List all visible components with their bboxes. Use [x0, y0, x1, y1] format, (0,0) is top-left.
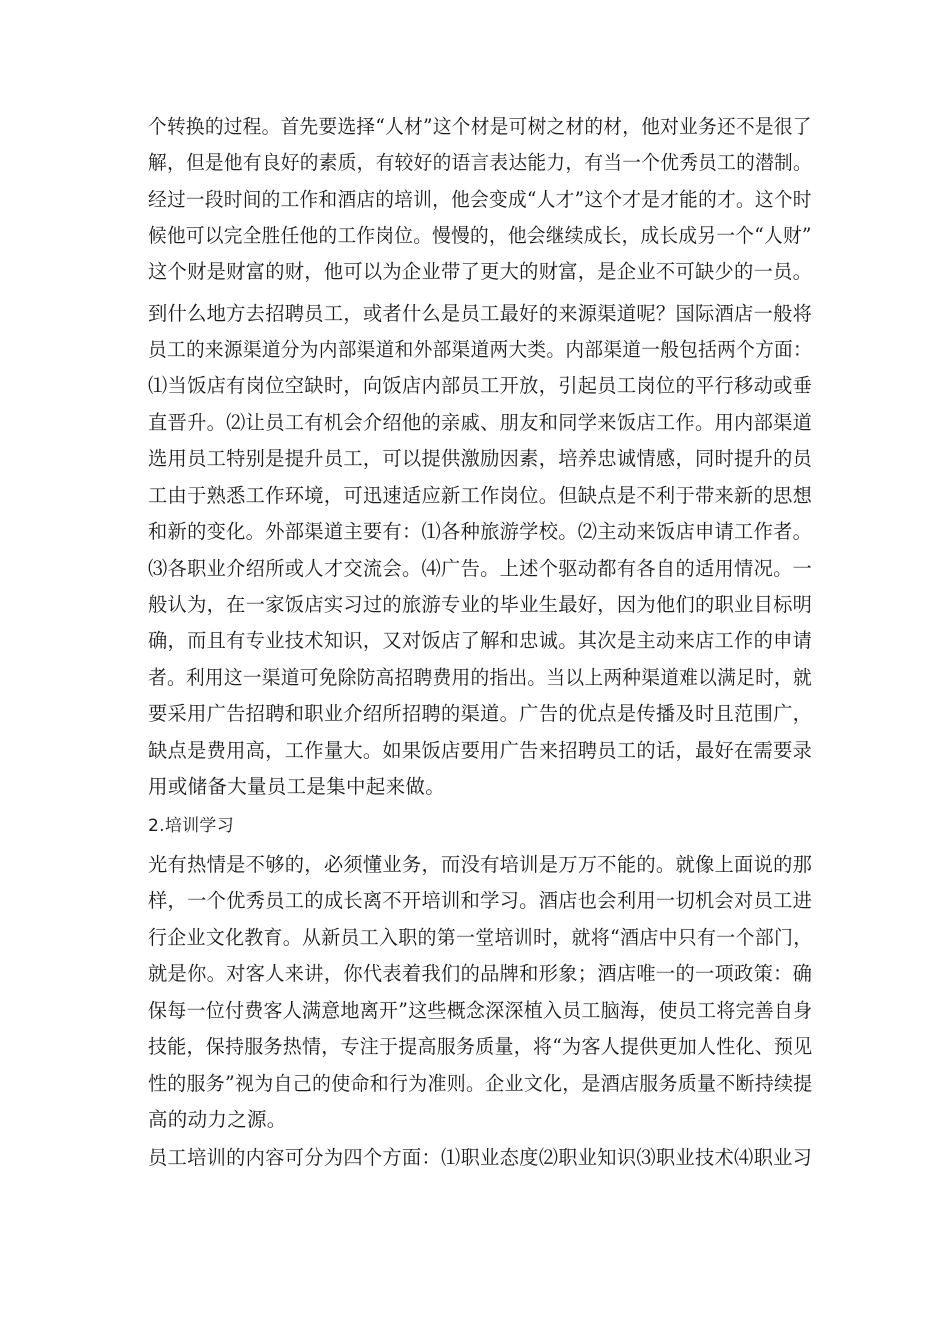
- text-line: 要采用广告招聘和职业介绍所招聘的渠道。广告的优点是传播及时且范围广，: [148, 702, 813, 725]
- text-line: 经过一段时间的工作和酒店的培训，他会变成“人才”这个才是才能的才。这个时: [148, 188, 812, 211]
- text-line: 般认为，在一家饭店实习过的旅游专业的毕业生最好，因为他们的职业目标明: [148, 593, 813, 616]
- text-line: 到什么地方去招聘员工，或者什么是员工最好的来源渠道呢？国际酒店一般将: [148, 302, 813, 325]
- text-line: 性的服务”视为自己的使命和行为准则。企业文化，是酒店服务质量不断持续提: [148, 1072, 813, 1095]
- section-heading: 2.培训学习: [148, 816, 235, 836]
- text-line: 候他可以完全胜任他的工作岗位。慢慢的，他会继续成长，成长成另一个“人财”: [148, 224, 812, 247]
- text-line: 高的动力之源。: [148, 1108, 287, 1131]
- text-line: 工由于熟悉工作环境，可迅速适应新工作岗位。但缺点是不利于带来新的思想: [148, 484, 813, 507]
- text-line: ⑶各职业介绍所或人才交流会。⑷广告。上述个驱动都有各自的适用情况。一: [148, 557, 813, 580]
- text-line: 和新的变化。外部渠道主要有：⑴各种旅游学校。⑵主动来饭店申请工作者。: [148, 520, 813, 543]
- text-line: 光有热情是不够的，必须懂业务，而没有培训是万万不能的。就像上面说的那: [148, 853, 813, 876]
- text-line: 直晋升。⑵让员工有机会介绍他的亲戚、朋友和同学来饭店工作。用内部渠道: [148, 411, 813, 434]
- text-line: 行企业文化教育。从新员工入职的第一堂培训时，就将“酒店中只有一个部门，: [148, 926, 813, 949]
- text-line: 缺点是费用高，工作量大。如果饭店要用广告来招聘员工的话，最好在需要录: [148, 739, 813, 762]
- text-line: 这个财是财富的财，他可以为企业带了更大的财富，是企业不可缺少的一员。: [148, 260, 813, 283]
- text-line: ⑴当饭店有岗位空缺时，向饭店内部员工开放，引起员工岗位的平行移动或垂: [148, 374, 813, 397]
- text-line: 选用员工特别是提升员工，可以提供激励因素，培养忠诚情感，同时提升的员: [148, 447, 813, 470]
- text-line: 就是你。对客人来讲，你代表着我们的品牌和形象；酒店唯一的一项政策：确: [148, 962, 813, 985]
- text-line: 用或储备大量员工是集中起来做。: [148, 775, 446, 798]
- text-line: 解，但是他有良好的素质，有较好的语言表达能力，有当一个优秀员工的潜制。: [148, 151, 813, 174]
- text-line: 保每一位付费客人满意地离开”这些概念深深植入员工脑海，使员工将完善自身: [148, 999, 813, 1022]
- text-line: 员工培训的内容可分为四个方面：⑴职业态度⑵职业知识⑶职业技术⑷职业习: [148, 1146, 813, 1169]
- text-line: 员工的来源渠道分为内部渠道和外部渠道两大类。内部渠道一般包括两个方面：: [148, 338, 813, 361]
- text-line: 样，一个优秀员工的成长离不开培训和学习。酒店也会利用一切机会对员工进: [148, 889, 813, 912]
- text-line: 个转换的过程。首先要选择“人材”这个材是可树之材的材，他对业务还不是很了: [148, 115, 812, 138]
- text-line: 技能，保持服务热情，专注于提高服务质量，将“为客人提供更加人性化、预见: [148, 1035, 813, 1058]
- text-line: 者。利用这一渠道可免除防高招聘费用的指出。当以上两种渠道难以满足时，就: [148, 666, 813, 689]
- text-line: 确，而且有专业技术知识，又对饭店了解和忠诚。其次是主动来店工作的申请: [148, 629, 813, 652]
